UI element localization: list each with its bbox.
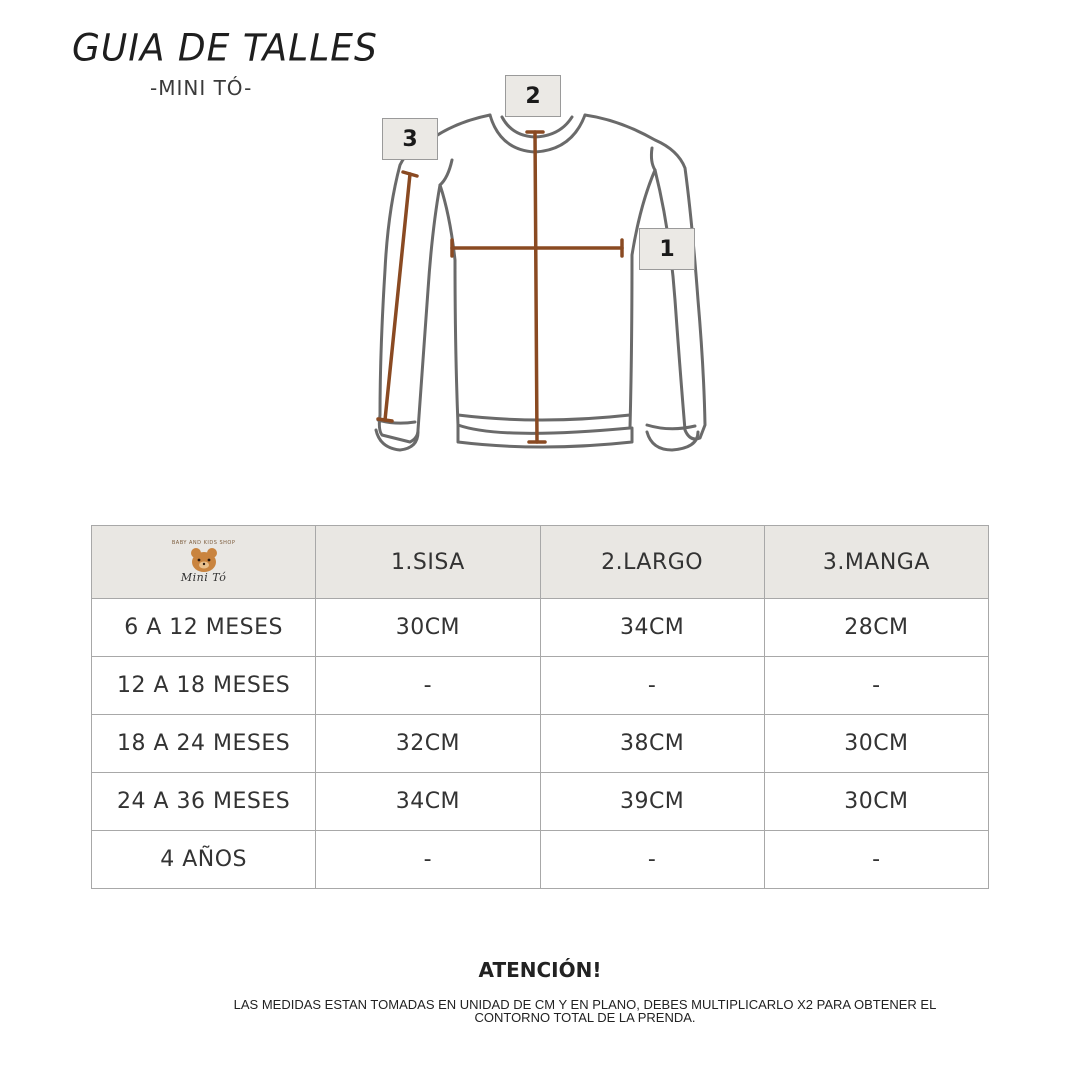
manga-value: 30CM <box>764 773 988 831</box>
table-row <box>92 599 989 657</box>
largo-line <box>535 132 537 442</box>
brand-logo <box>93 540 314 584</box>
logo-name: Mini Tó <box>180 571 227 584</box>
sisa-value: - <box>316 657 540 715</box>
largo-value: 34CM <box>540 599 764 657</box>
sisa-value: - <box>316 831 540 889</box>
page-subtitle: -MINI TÓ- <box>150 76 253 100</box>
manga-value: 28CM <box>764 599 988 657</box>
largo-value: 38CM <box>540 715 764 773</box>
table-header-row <box>92 526 989 599</box>
sisa-value: 32CM <box>316 715 540 773</box>
largo-value: - <box>540 657 764 715</box>
marker-1: 1 <box>639 228 695 270</box>
size-label: 18 A 24 MESES <box>92 715 316 773</box>
table-row <box>92 831 989 889</box>
size-label: 24 A 36 MESES <box>92 773 316 831</box>
column-header-sisa: 1.SISA <box>316 526 540 599</box>
marker-2: 2 <box>505 75 561 117</box>
sweater-diagram <box>360 70 720 460</box>
logo-cell <box>92 526 316 599</box>
table-row <box>92 773 989 831</box>
largo-value: - <box>540 831 764 889</box>
largo-value: 39CM <box>540 773 764 831</box>
notice-title: ATENCIÓN! <box>478 958 602 982</box>
size-table <box>91 525 989 889</box>
sisa-value: 34CM <box>316 773 540 831</box>
bear-icon <box>189 547 219 573</box>
manga-value: - <box>764 657 988 715</box>
manga-value: 30CM <box>764 715 988 773</box>
table-row <box>92 657 989 715</box>
size-label: 4 AÑOS <box>92 831 316 889</box>
size-label: 12 A 18 MESES <box>92 657 316 715</box>
size-label: 6 A 12 MESES <box>92 599 316 657</box>
notice-text: LAS MEDIDAS ESTAN TOMADAS EN UNIDAD DE CM Y EN PLANO, DEBES MULTIPLICARLO X2 PARA OBTENER EL CONTORNO TOTAL DE LA PRENDA. <box>233 997 937 1025</box>
table-row <box>92 715 989 773</box>
column-header-manga: 3.MANGA <box>764 526 988 599</box>
column-header-largo: 2.LARGO <box>540 526 764 599</box>
logo-tagline: BABY AND KIDS SHOP <box>171 540 236 546</box>
page-title: GUIA DE TALLES <box>72 26 378 71</box>
marker-3: 3 <box>382 118 438 160</box>
manga-line <box>385 174 410 420</box>
manga-value: - <box>764 831 988 889</box>
sisa-value: 30CM <box>316 599 540 657</box>
